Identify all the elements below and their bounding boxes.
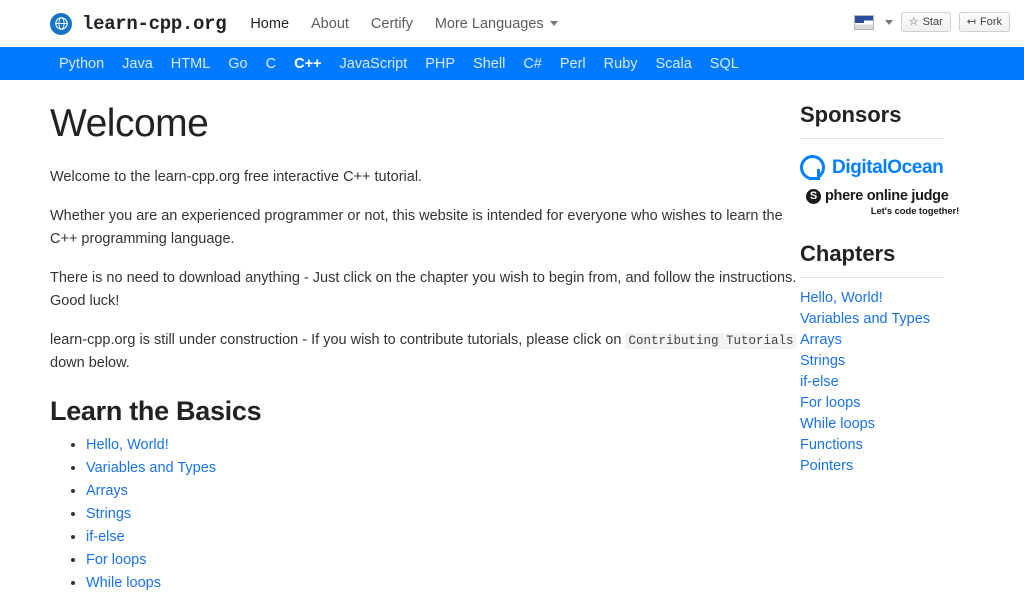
lang-item-ruby[interactable]: Ruby bbox=[603, 55, 638, 72]
flag-icon bbox=[854, 15, 874, 30]
basics-link-for-loops[interactable]: For loops bbox=[86, 552, 147, 569]
star-button-label: Star bbox=[922, 16, 943, 28]
sphere-logo-line bbox=[806, 188, 1024, 204]
nav-item-more-languages-label: More Languages bbox=[434, 15, 544, 32]
lang-item-perl[interactable]: Perl bbox=[559, 55, 586, 72]
chevron-down-icon bbox=[885, 20, 893, 25]
list-item bbox=[86, 483, 800, 499]
chapter-link-functions[interactable]: Functions bbox=[800, 437, 863, 453]
paragraph-4-after: down below. bbox=[50, 354, 130, 371]
chapter-link-arrays[interactable]: Arrays bbox=[800, 332, 842, 348]
top-nav bbox=[250, 16, 557, 32]
list-item bbox=[86, 437, 800, 453]
list-item bbox=[86, 552, 800, 568]
chevron-down-icon bbox=[550, 21, 558, 26]
intro-paragraph-3: There is no need to download anything - Just click on the chapter you wish to begin from, and follow the instructions. Good luck! bbox=[50, 270, 797, 309]
basics-link-variables-and-types[interactable]: Variables and Types bbox=[86, 460, 217, 477]
intro-paragraph-2: Whether you are an experienced programmer or not, this website is intended for everyone who wishes to learn the C++ programming language. bbox=[50, 208, 783, 247]
brand-title[interactable]: learn-cpp.org bbox=[82, 12, 227, 35]
fork-icon: ↤ bbox=[966, 15, 976, 28]
lang-item-c[interactable]: C bbox=[265, 55, 277, 72]
intro-paragraph-1: Welcome to the learn-cpp.org free interactive C++ tutorial. bbox=[50, 169, 423, 185]
basics-link-while-loops[interactable]: While loops bbox=[86, 575, 161, 592]
chapter-link-if-else[interactable]: if-else bbox=[800, 374, 839, 390]
lang-item-scala[interactable]: Scala bbox=[655, 55, 692, 72]
contributing-tutorials-code: Contributing Tutorials bbox=[625, 333, 796, 349]
page-title: Welcome bbox=[50, 102, 209, 145]
star-icon: ☆ bbox=[908, 15, 919, 28]
lang-item-java[interactable]: Java bbox=[122, 55, 153, 72]
lang-item-go[interactable]: Go bbox=[228, 55, 248, 72]
globe-icon bbox=[50, 13, 72, 35]
chapter-link-while-loops[interactable]: While loops bbox=[800, 416, 875, 432]
sponsor-digitalocean-label: DigitalOcean bbox=[832, 156, 944, 178]
sponsor-sphere-label: phere online judge bbox=[825, 188, 949, 204]
page-body bbox=[0, 80, 1024, 598]
lang-item-shell[interactable]: Shell bbox=[473, 55, 506, 72]
language-selector[interactable] bbox=[854, 15, 893, 30]
basics-link-hello-world[interactable]: Hello, World! bbox=[86, 437, 169, 454]
chapter-link-strings[interactable]: Strings bbox=[800, 353, 846, 369]
intro-paragraph-4 bbox=[50, 329, 800, 374]
paragraph-4-before: learn-cpp.org is still under construction - If you wish to contribute tutorials, please click on bbox=[50, 332, 626, 349]
nav-item-certify[interactable]: Certify bbox=[370, 15, 413, 32]
star-button[interactable] bbox=[901, 12, 951, 32]
sponsor-digitalocean[interactable] bbox=[800, 155, 1024, 180]
main-content bbox=[0, 80, 800, 598]
basics-link-if-else[interactable]: if-else bbox=[86, 529, 125, 546]
digitalocean-logo-icon bbox=[800, 155, 825, 180]
list-item bbox=[86, 506, 800, 522]
lang-item-cpp[interactable]: C++ bbox=[294, 55, 322, 72]
chapter-link-hello-world[interactable]: Hello, World! bbox=[800, 290, 883, 306]
top-bar-actions bbox=[854, 12, 1010, 32]
nav-item-more-languages[interactable] bbox=[435, 16, 558, 32]
fork-button[interactable] bbox=[959, 12, 1010, 32]
basics-link-strings[interactable]: Strings bbox=[86, 506, 132, 523]
basics-heading: Learn the Basics bbox=[50, 396, 262, 427]
lang-item-php[interactable]: PHP bbox=[425, 55, 456, 72]
sidebar bbox=[800, 80, 1024, 598]
list-item bbox=[86, 460, 800, 476]
language-bar bbox=[0, 47, 1024, 80]
lang-item-csharp[interactable]: C# bbox=[523, 55, 542, 72]
list-item bbox=[86, 529, 800, 545]
chapters-heading: Chapters bbox=[800, 241, 944, 278]
lang-item-html[interactable]: HTML bbox=[170, 55, 211, 72]
nav-item-about[interactable]: About bbox=[311, 15, 349, 32]
list-item bbox=[86, 575, 800, 591]
chapter-link-pointers[interactable]: Pointers bbox=[800, 458, 854, 474]
lang-item-python[interactable]: Python bbox=[59, 55, 105, 72]
chapter-link-variables-and-types[interactable]: Variables and Types bbox=[800, 311, 931, 327]
top-bar bbox=[0, 0, 1024, 47]
basics-link-arrays[interactable]: Arrays bbox=[86, 483, 128, 500]
chapters-list bbox=[800, 290, 1024, 474]
sponsor-sphere-online-judge[interactable] bbox=[806, 188, 1024, 217]
lang-item-sql[interactable]: SQL bbox=[709, 55, 739, 72]
sponsors-heading: Sponsors bbox=[800, 102, 944, 139]
nav-item-home[interactable]: Home bbox=[250, 15, 290, 32]
sponsor-sphere-tagline: Let's code together! bbox=[870, 206, 960, 217]
sphere-logo-icon: S bbox=[806, 189, 821, 204]
lang-item-javascript[interactable]: JavaScript bbox=[339, 55, 408, 72]
chapter-link-for-loops[interactable]: For loops bbox=[800, 395, 861, 411]
fork-button-label: Fork bbox=[980, 16, 1002, 28]
basics-list bbox=[50, 437, 800, 591]
